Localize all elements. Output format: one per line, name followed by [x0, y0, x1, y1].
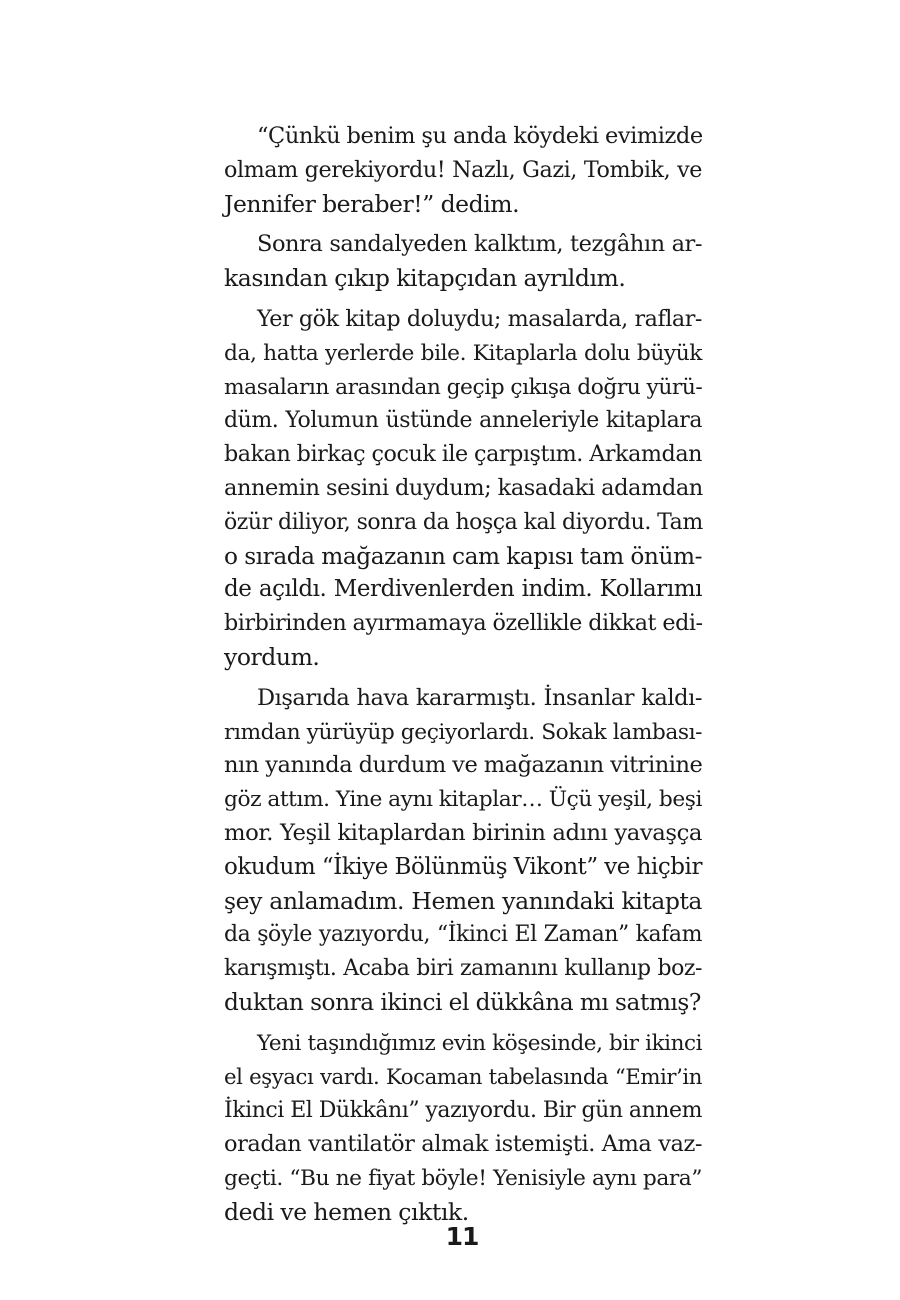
text-line: Jennifer beraber!” dedim. — [224, 189, 520, 218]
text-line: yordum. — [224, 642, 320, 671]
text-line: okudum “İkiye Bölünmüş Vikont” ve hiçbir — [224, 853, 702, 880]
page-body — [224, 120, 702, 1237]
text-line: karışmıştı. Acaba biri zamanını kullanıp boz- — [224, 956, 702, 982]
text-line: da şöyle yazıyordu, “İkinci El Zaman” kafam — [224, 922, 702, 948]
paragraph-4 — [224, 682, 702, 1020]
text-line: dedi ve hemen çıktık. — [224, 1197, 469, 1226]
text-line: masaların arasından geçip çıkışa doğru yürü- — [224, 374, 703, 400]
text-line: duktan sonra ikinci el dükkâna mı satmış? — [224, 988, 701, 1016]
paragraph-2 — [224, 228, 702, 296]
text-line: Sonra sandalyeden kalktım, tezgâhın ar- — [257, 231, 702, 258]
text-line: kasından çıkıp kitapçıdan ayrıldım. — [224, 264, 626, 293]
text-line: de açıldı. Merdivenlerden indim. Kollarımı — [224, 576, 702, 603]
text-line: o sırada mağazanın cam kapısı tam önüm- — [224, 542, 702, 570]
text-line: şey anlamadım. Hemen yanındaki kitapta — [224, 886, 702, 915]
text-line: bakan birkaç çocuk ile çarpıştım. Arkamdan — [224, 441, 703, 468]
text-line: oradan vantilatör almak istemişti. Ama vaz- — [224, 1131, 702, 1158]
paragraph-5 — [224, 1027, 702, 1230]
paragraph-1 — [224, 120, 702, 221]
text-line: da, hatta yerlerde bile. Kitaplarla dolu büyük — [224, 340, 702, 366]
paragraph-3 — [224, 303, 702, 675]
text-line: birbirinden ayırmamaya özellikle dikkat edi- — [224, 610, 703, 637]
text-line: annemin sesini duydum; kasadaki adamdan — [224, 474, 703, 501]
text-line: rımdan yürüyüp geçiyorlardı. Sokak lambası- — [224, 719, 702, 745]
text-line: Yer gök kitap doluydu; masalarda, raflar- — [257, 305, 702, 332]
text-line: göz attım. Yine aynı kitaplar… Üçü yeşil, beşi — [224, 787, 702, 813]
text-line: geçti. “Bu ne fiyat böyle! Yenisiyle aynı para” — [224, 1165, 702, 1191]
text-line: düm. Yolumun üstünde anneleriyle kitaplara — [224, 408, 702, 434]
text-line: nın yanında durdum ve mağazanın vitrinine — [224, 752, 703, 779]
text-line: özür diliyor, sonra da hoşça kal diyordu. Tam — [224, 509, 703, 535]
text-line: el eşyacı vardı. Kocaman tabelasında “Emir’in — [224, 1064, 702, 1090]
text-line: mor. Yeşil kitaplardan birinin adını yavaşça — [224, 819, 702, 846]
text-line: Yeni taşındığımız evin köşesinde, bir ikinci — [257, 1030, 702, 1056]
text-line: “Çünkü benim şu anda köydeki evimizde — [257, 123, 703, 149]
text-line: İkinci El Dükkânı” yazıyordu. Bir gün annem — [224, 1098, 702, 1124]
text-line: Dışarıda hava kararmıştı. İnsanlar kaldı- — [257, 684, 702, 711]
text-line: olmam gerekiyordu! Nazlı, Gazi, Tombik, ve — [224, 156, 702, 183]
page-number: 11 — [445, 1222, 479, 1251]
